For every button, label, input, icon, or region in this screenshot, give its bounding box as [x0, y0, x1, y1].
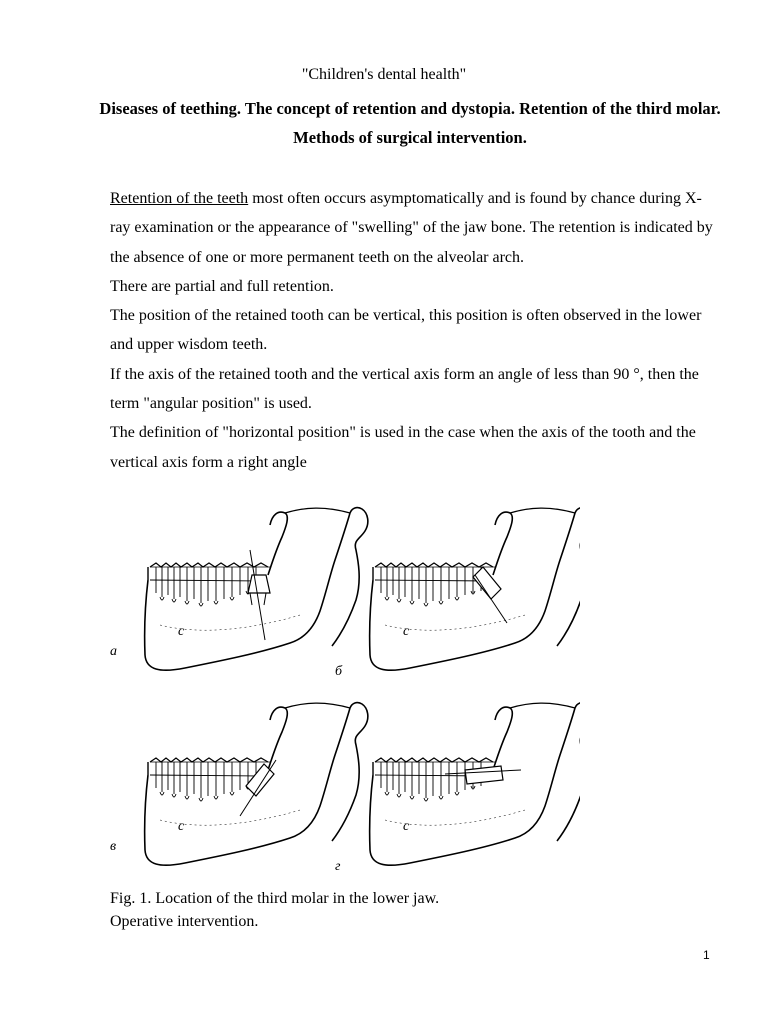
jaw-panel-b [335, 508, 580, 679]
jaw-mark-c: с [178, 819, 185, 834]
paragraph-angular-position: If the axis of the retained tooth and the vertical axis form an angle of less than 90 °, then the term "angular position" is used. [110, 365, 699, 413]
jaw-figure-drawing [100, 505, 580, 885]
paragraph-retention [110, 184, 720, 272]
paragraph-horizontal-position: The definition of "horizontal position" is used in the case when the axis of the tooth and the vertical axis form a right angle [110, 424, 696, 471]
panel-label-a: а [110, 644, 117, 659]
section-heading-operative: Operative intervention. [110, 913, 259, 930]
panel-label-b: б [335, 664, 343, 679]
jaw-figure [100, 505, 580, 885]
paragraph-partial-full: There are partial and full retention. [110, 277, 334, 295]
document-subtitle: "Children's dental health" [301, 66, 467, 83]
page-number: 1 [703, 948, 710, 962]
jaw-panel-c [110, 703, 368, 866]
jaw-mark-b: с [403, 624, 410, 639]
term-retention-of-teeth: Retention of the teeth [110, 190, 249, 207]
figure-caption: Fig. 1. Location of the third molar in the lower jaw. [110, 890, 440, 907]
jaw-mark-a: с [178, 624, 185, 639]
document-title: Diseases of teething. The concept of retention and dystopia. Retention of the third molar. Methods of surgical intervention. [99, 99, 721, 147]
jaw-panel-a [110, 508, 368, 671]
panel-label-d: г [335, 859, 341, 874]
paragraph-vertical-position: The position of the retained tooth can be vertical, this position is often observed in the lower and upper wisdom teeth. [110, 307, 702, 354]
paragraph-retention-text: most often occurs asymptomatically and is found by chance during X-ray examination or the appearance of "swelling" of the jaw bone. The retention is indicated by the absence of one or more permanent teeth on the alveolar arch. [110, 190, 713, 266]
jaw-panel-d [335, 703, 580, 874]
panel-label-c: в [110, 839, 117, 854]
jaw-mark-d: с [403, 819, 410, 834]
document-body [110, 184, 720, 477]
